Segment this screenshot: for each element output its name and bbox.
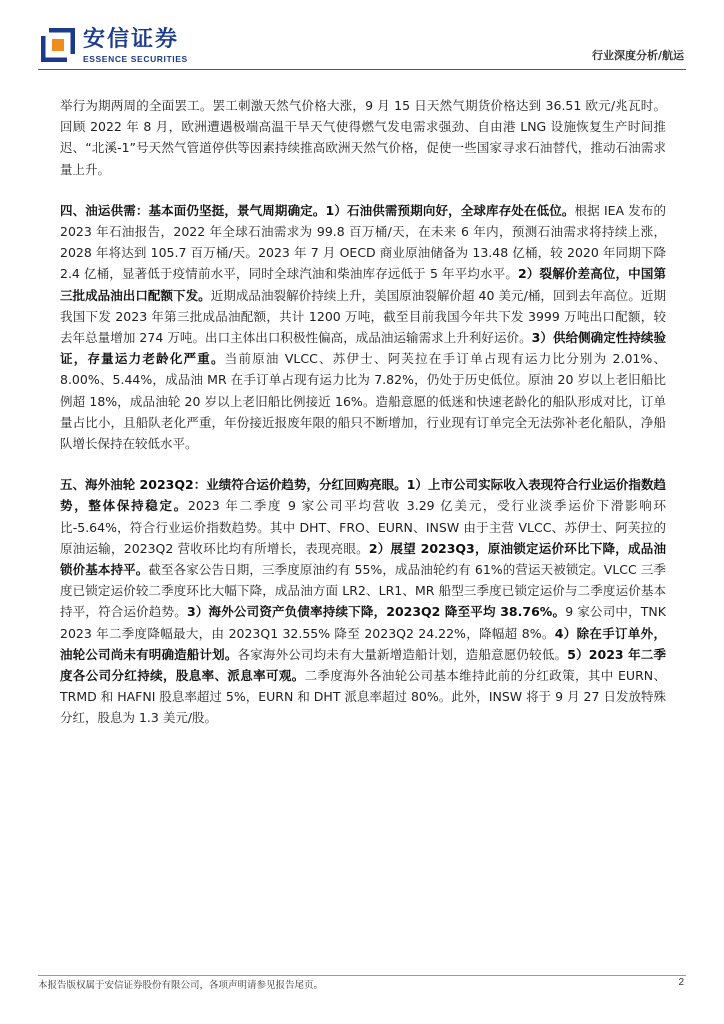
text-run: 近期成品油裂解价持续上升，美国原油裂解价超 40 美元/桶，回到去年高位。近期我国下发 2023 年第三批成品油配额，共计 1200 万吨，截至目前我国今年共下发 3999 万吨出口配额，较去年总量增加 274 万吨。出口主体出口积极性偏高，成品油运输需求上升利好运价。 xyxy=(60,287,666,346)
text-run: 举行为期两周的全面罢工。罢工刺激天然气价格大涨，9 月 15 日天然气期货价格达到 36.51 欧元/兆瓦时。回顾 2022 年 8 月，欧洲遭遇极端高温干旱天气使得燃气发电需求强劲、自由港 LNG 设施恢复生产时间推迟、“北溪-1”号天然气管道停供等因素持续推高欧洲天然气价格，促使一些国家寻求石油替代，推动石油需求量上升。 xyxy=(60,98,666,177)
page-header xyxy=(0,0,724,80)
bold-run: 2）展望 2023Q3，原油锁定运价环比下降，成品油锁价基本持平。 xyxy=(60,540,666,578)
logo-chinese-name: 安信证券 xyxy=(83,27,180,52)
page-number: 2 xyxy=(678,977,684,988)
paragraph-overseas-tankers-2023q2 xyxy=(60,474,666,728)
paragraph-gas-prices xyxy=(60,95,666,180)
bold-run: 3）海外公司资产负债率持续下降，2023Q2 降至平均 38.76%。 xyxy=(186,604,566,620)
report-body xyxy=(60,95,666,729)
footer-disclaimer: 本报告版权属于安信证券股份有限公司，各项声明请参见报告尾页。 xyxy=(38,980,324,991)
essence-logo-icon xyxy=(41,28,75,62)
text-run: 2023 年二季度 9 家公司平均营收 3.29 亿美元，受行业淡季运价下滑影响环比-5.64%，符合行业运价指数趋势。其中 DHT、FRO、EURN、INSW 由于主营 VLCC、苏伊士、阿芙拉的原油运输，2023Q2 营收环比均有所增长，表现亮眼。 xyxy=(60,498,666,556)
company-logo xyxy=(41,28,188,64)
footer-divider xyxy=(38,975,686,976)
text-run: 9 家公司中，TNK 2023 年二季度降幅最大，由 2023Q1 32.55% 降至 2023Q2 24.22%，降幅超 8%。 xyxy=(60,604,666,641)
text-run: 截至各家公告日期，三季度原油约有 55%，成品油轮约有 61%的营运天被锁定。VLCC 三季度已锁定运价较二季度环比大幅下降，成品油方面 LR2、LR1、MR 船型三季度已锁定运价与二季度运价基本持平，符合运价趋势。 xyxy=(60,562,666,620)
text-run: 根据 IEA 发布的 2023 年石油报告，2022 年全球石油需求为 99.8 百万桶/天，在未来 6 年内，预测石油需求将持续上涨，2028 年将达到 105.7 百万桶/天。2023 年 7 月 OECD 商业原油储备为 13.48 亿桶，较 2020 年同期下降 2.4 亿桶，显著低于疫情前水平，同时全球汽油和柴油库存远低于 5 年平均水平。 xyxy=(60,202,666,282)
text-run: 各家海外公司均未有大量新增造船计划，造船意愿仍较低。 xyxy=(237,646,568,662)
paragraph-oil-shipping-supply-demand xyxy=(60,200,666,454)
bold-run: 五、海外油轮 2023Q2：业绩符合运价趋势，分红回购亮眼。1）上市公司实际收入表现符合行业运价指数趋势，整体保持稳定。 xyxy=(60,477,666,514)
bold-run: 5）2023 年二季度各公司分红持续，股息率、派息率可观。 xyxy=(60,646,666,684)
header-divider xyxy=(38,69,686,70)
bold-run: 3）供给侧确定性持续验证，存量运力老龄化严重。 xyxy=(60,330,666,367)
text-run: 二季度海外各油轮公司基本维持此前的分红政策，其中 EURN、TRMD 和 HAFNI 股息率超过 5%，EURN 和 DHT 派息率超过 80%。此外，INSW 将于 9 月 27 日发放特殊分红，股息为 1.3 美元/股。 xyxy=(60,668,666,726)
report-category: 行业深度分析/航运 xyxy=(591,49,684,62)
logo-english-name: ESSENCE SECURITIES xyxy=(83,54,188,64)
bold-run: 2）裂解价差高位，中国第三批成品油出口配额下发。 xyxy=(60,266,666,303)
bold-run: 四、油运供需：基本面仍坚挺，景气周期确定。1）石油供需预期向好，全球库存处在低位。 xyxy=(60,202,575,218)
bold-run: 4）除在手订单外，油轮公司尚未有明确造船计划。 xyxy=(60,625,666,662)
text-run: 当前原油 VLCC、苏伊士、阿芙拉在手订单占现有运力比分别为 2.01%、8.00%、5.44%，成品油 MR 在手订单占现有运力比为 7.82%，仍处于历史低位。原油 20 岁以上老旧船比例超 18%，成品油轮 20 岁以上老旧船比例接近 16%。造船意愿的低迷和快速老龄化的船队形成对比，订单量占比小，且船队老化严重，年份接近报废年限的船只不断增加，行业现有订单完全无法弥补老化船队，净船队增长保持在较低水平。 xyxy=(60,351,666,452)
